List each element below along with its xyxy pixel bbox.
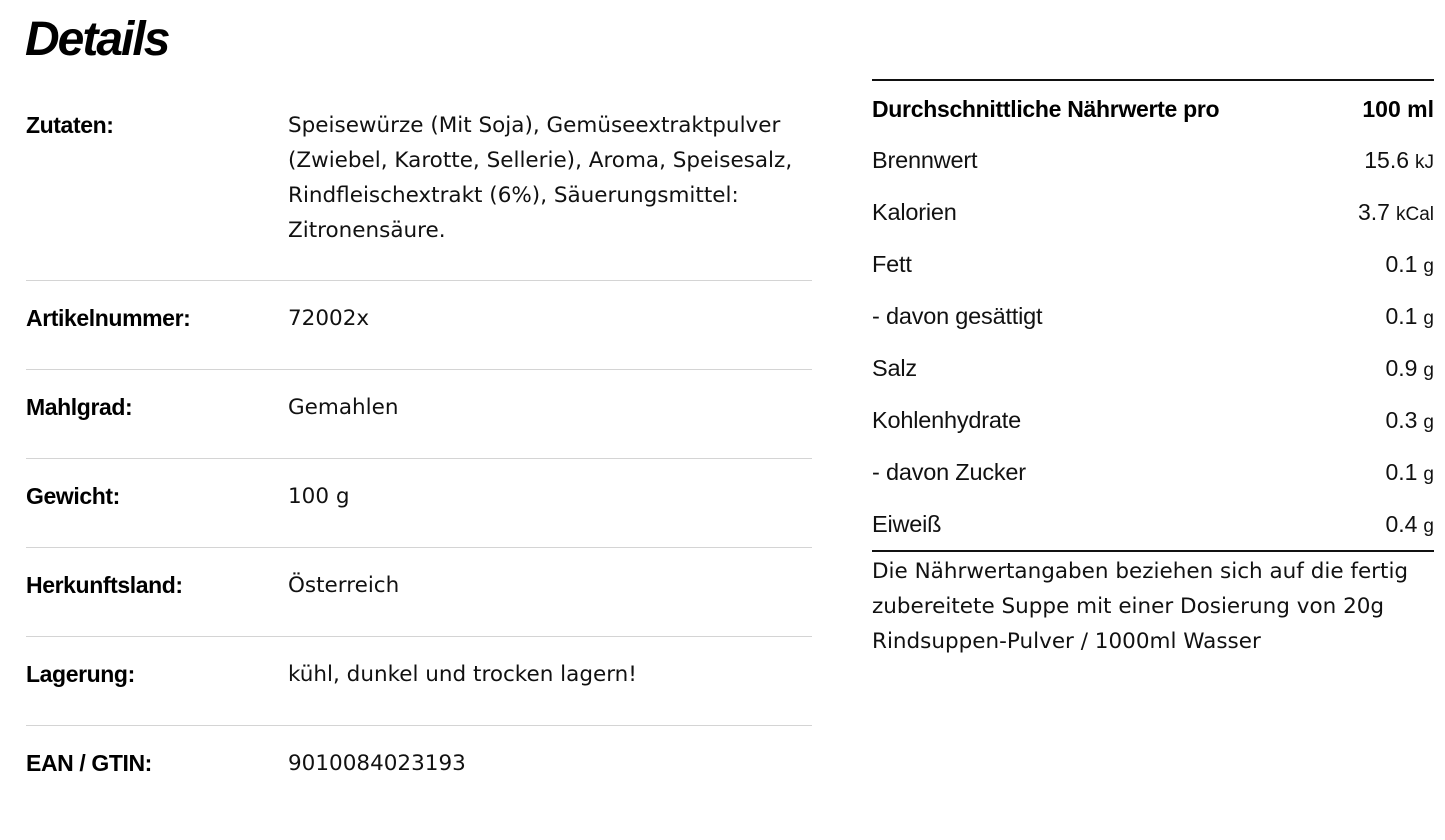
nutrient-value bbox=[1364, 134, 1434, 189]
nutrition-header-unit: 100 ml bbox=[1362, 96, 1434, 122]
nutrient-value bbox=[1385, 238, 1434, 293]
nutrient-value bbox=[1385, 290, 1434, 345]
detail-label: Herkunftsland: bbox=[26, 572, 183, 598]
nutrition-table bbox=[872, 79, 1434, 659]
nutrition-row-protein bbox=[872, 498, 1434, 550]
nutrient-amount: 0.4 bbox=[1385, 511, 1418, 537]
nutrition-rows bbox=[872, 134, 1434, 552]
nutrition-row-salt bbox=[872, 342, 1434, 394]
nutrient-amount: 0.1 bbox=[1385, 303, 1418, 329]
nutrition-note: Die Nährwertangaben beziehen sich auf die fertig zubereitete Suppe mit einer Dosierung von 20g Rindsuppen-Pulver / 1000ml Wasser bbox=[872, 559, 1409, 654]
nutrient-unit: kJ bbox=[1415, 152, 1434, 173]
nutrient-amount: 0.1 bbox=[1385, 459, 1418, 485]
nutrition-row-energy bbox=[872, 134, 1434, 186]
nutrient-amount: 0.9 bbox=[1385, 355, 1418, 381]
detail-value: 100 g bbox=[288, 484, 350, 509]
nutrient-unit: g bbox=[1423, 308, 1434, 329]
nutrition-header-label: Durchschnittliche Nährwerte pro bbox=[872, 96, 1220, 122]
nutrient-name: Salz bbox=[872, 355, 917, 381]
nutrient-name: - davon Zucker bbox=[872, 459, 1026, 485]
detail-value: 9010084023193 bbox=[288, 751, 466, 776]
detail-row-ean bbox=[26, 726, 812, 814]
nutrient-amount: 0.1 bbox=[1385, 251, 1418, 277]
nutrient-name: Kalorien bbox=[872, 199, 957, 225]
detail-row-grind bbox=[26, 370, 812, 459]
nutrition-row-calories bbox=[872, 186, 1434, 238]
detail-value: Speisewürze (Mit Soja), Gemüseextraktpulver (Zwiebel, Karotte, Sellerie), Aroma, Speisesalz, Rindfleischextrakt (6%), Säuerungsmittel: Zitronensäure. bbox=[288, 113, 793, 243]
detail-label: Lagerung: bbox=[26, 661, 135, 687]
detail-row-weight bbox=[26, 459, 812, 548]
nutrient-name: Fett bbox=[872, 251, 912, 277]
nutrient-amount: 15.6 bbox=[1364, 147, 1409, 173]
nutrition-row-sugar bbox=[872, 446, 1434, 498]
nutrient-unit: kCal bbox=[1395, 204, 1434, 225]
product-details-table bbox=[26, 88, 812, 814]
nutrient-unit: g bbox=[1423, 516, 1434, 537]
nutrient-value bbox=[1358, 186, 1434, 241]
detail-value: Gemahlen bbox=[288, 395, 399, 420]
nutrient-value bbox=[1385, 498, 1434, 553]
nutrient-name: Kohlenhydrate bbox=[872, 407, 1021, 433]
detail-label: Artikelnummer: bbox=[26, 305, 191, 331]
nutrient-name: Eiweiß bbox=[872, 511, 942, 537]
detail-label: Zutaten: bbox=[26, 112, 114, 138]
nutrient-value bbox=[1385, 394, 1434, 449]
detail-label: EAN / GTIN: bbox=[26, 750, 152, 776]
nutrition-row-carbohydrates bbox=[872, 394, 1434, 446]
nutrient-unit: g bbox=[1423, 464, 1434, 485]
nutrient-amount: 3.7 bbox=[1358, 199, 1390, 225]
detail-label: Gewicht: bbox=[26, 483, 120, 509]
detail-row-origin bbox=[26, 548, 812, 637]
nutrition-row-fat bbox=[872, 238, 1434, 290]
nutrient-unit: g bbox=[1423, 256, 1434, 277]
nutrient-value bbox=[1385, 446, 1434, 501]
detail-value: 72002x bbox=[288, 306, 370, 331]
page-title: Details bbox=[25, 13, 169, 66]
detail-label: Mahlgrad: bbox=[26, 394, 133, 420]
nutrient-unit: g bbox=[1423, 360, 1434, 381]
nutrient-value bbox=[1385, 342, 1434, 397]
detail-row-ingredients bbox=[26, 88, 812, 281]
detail-value: kühl, dunkel und trocken lagern! bbox=[288, 662, 637, 687]
nutrition-header bbox=[872, 79, 1434, 127]
detail-value: Österreich bbox=[288, 573, 400, 598]
nutrient-name: - davon gesättigt bbox=[872, 303, 1043, 329]
detail-row-storage bbox=[26, 637, 812, 726]
nutrient-unit: g bbox=[1423, 412, 1434, 433]
detail-row-article-number bbox=[26, 281, 812, 370]
nutrient-amount: 0.3 bbox=[1385, 407, 1418, 433]
nutrition-row-saturated-fat bbox=[872, 290, 1434, 342]
nutrient-name: Brennwert bbox=[872, 147, 978, 173]
